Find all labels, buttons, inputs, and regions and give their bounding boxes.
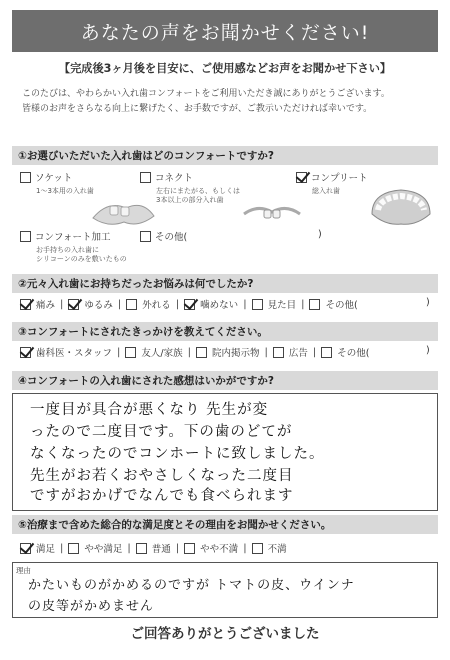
other-close-paren: ) — [426, 345, 430, 356]
option-label: 見た目 — [267, 300, 297, 311]
option-label: やや満足 — [84, 544, 123, 555]
option-label: 噛めない — [200, 300, 239, 311]
handwritten-answer-line: ったので二度目です。下の歯のどてが — [30, 424, 293, 440]
other-close-paren: ) — [426, 297, 430, 308]
option-separator: | — [312, 346, 317, 358]
option-separator: | — [175, 298, 180, 310]
option-label: 歯科医・スタッフ — [36, 348, 113, 359]
option-label: コンプリート — [311, 173, 368, 184]
option-separator: | — [243, 298, 247, 310]
checkbox[interactable] — [321, 347, 332, 358]
checkbox[interactable] — [184, 543, 195, 554]
checkbox-checked[interactable] — [68, 299, 79, 310]
checkbox[interactable] — [68, 543, 79, 554]
other-close-paren: ) — [318, 229, 322, 240]
option-label: コネクト — [155, 173, 194, 184]
survey-subtitle: 【完成後3ヶ月後を目安に、ご使用感などお声をお聞かせ下さい】 — [58, 62, 392, 75]
checkbox-checked[interactable] — [296, 172, 307, 183]
q1-option-socket[interactable] — [20, 170, 94, 196]
option-label: ソケット — [35, 173, 73, 184]
option-label: やや不満 — [200, 544, 239, 555]
question-3-heading — [12, 322, 438, 341]
handwritten-answer-line: 先生がお若くおやさしくなった二度目 — [30, 468, 294, 484]
reason-label: 理由 — [16, 566, 31, 575]
checkbox-checked[interactable] — [184, 299, 195, 310]
survey-title: あなたの声をお聞かせください! — [80, 21, 370, 44]
survey-title-bar — [12, 10, 438, 52]
option-description: お手持ちの入れ歯に — [36, 246, 99, 254]
option-label: 満足 — [36, 544, 56, 555]
q1-option-complete[interactable] — [296, 170, 368, 196]
option-label: 痛み — [36, 300, 56, 311]
socket-denture-photo — [88, 196, 158, 230]
option-label: 外れる — [142, 300, 171, 311]
q1-option-other[interactable] — [140, 229, 187, 243]
intro-line-2: 皆様のお声をさらなる向上に繋げたく、お手数ですが、ご教示いただければ幸いです。 — [22, 104, 373, 114]
option-label: 院内掲示物 — [211, 348, 260, 359]
q2-options — [20, 297, 358, 311]
thank-you-footer: ご回答ありがとうございました — [130, 626, 320, 642]
option-separator: | — [60, 542, 64, 554]
option-label: 不満 — [267, 544, 287, 555]
option-description: シリコーンのみを敷いたもの — [36, 255, 127, 263]
checkbox[interactable] — [252, 299, 263, 310]
question-1-heading — [12, 146, 438, 165]
question-4-title: ④コンフォートの入れ歯にされた感想はいかがですか? — [18, 375, 274, 387]
intro-line-1: このたびは、やわらかい入れ歯コンフォートをご利用いただき誠にありがとうございます。 — [22, 89, 390, 99]
question-3-title: ③コンフォートにされたきっかけを教えてください。 — [18, 326, 268, 338]
option-separator: | — [264, 346, 268, 358]
option-label: その他( — [155, 232, 188, 243]
checkbox[interactable] — [196, 347, 207, 358]
handwritten-answer-line: なくなったのでコンホートに致しました。 — [30, 446, 325, 462]
checkbox[interactable] — [136, 543, 147, 554]
checkbox[interactable] — [140, 231, 151, 242]
option-separator: | — [187, 346, 191, 358]
option-separator: | — [127, 542, 131, 554]
option-label: 広告 — [288, 348, 308, 359]
option-label: その他( — [325, 300, 358, 311]
option-separator: | — [117, 298, 122, 310]
question-4-heading — [12, 371, 438, 390]
q3-options — [20, 345, 369, 359]
option-description: 総入れ歯 — [312, 187, 340, 195]
option-label: 普通 — [151, 544, 171, 555]
option-description: 3本以上の部分入れ歯 — [156, 196, 224, 204]
checkbox[interactable] — [252, 543, 263, 554]
option-separator: | — [243, 542, 247, 554]
handwritten-answer-line: 一度目が具合が悪くなり 先生が変 — [30, 402, 269, 418]
checkbox[interactable] — [125, 347, 136, 358]
handwritten-reason-line: の皮等がかめません — [28, 599, 155, 614]
option-label: コンフォート加工 — [35, 232, 111, 243]
checkbox-checked[interactable] — [20, 543, 31, 554]
question-1-title: ①お選びいただいた入れ歯はどのコンフォートですか? — [18, 150, 274, 162]
handwritten-answer-line: ですがおかげでなんでも食べられます — [30, 488, 294, 504]
question-2-heading — [12, 274, 438, 293]
option-description: 左右にまたがる、もしくは — [156, 187, 240, 195]
option-label: ゆるみ — [84, 300, 113, 311]
question-5-heading — [12, 515, 438, 534]
option-label: 友人/家族 — [141, 348, 183, 359]
option-description: 1〜3本用の入れ歯 — [36, 187, 94, 195]
option-separator: | — [301, 298, 305, 310]
checkbox[interactable] — [273, 347, 284, 358]
question-5-title: ⑤治療まで含めた総合的な満足度とその理由をお聞かせください。 — [18, 519, 332, 531]
checkbox[interactable] — [140, 172, 151, 183]
complete-denture-photo — [366, 184, 436, 230]
checkbox-checked[interactable] — [20, 299, 31, 310]
connect-denture-photo — [240, 200, 304, 228]
checkbox[interactable] — [20, 172, 31, 183]
handwritten-reason-line: かたいものがかめるのですが トマトの皮、ウインナ — [28, 578, 355, 593]
option-separator: | — [175, 542, 180, 554]
option-separator: | — [60, 298, 64, 310]
question-2-title: ②元々入れ歯にお持ちだったお悩みは何でしたか? — [18, 278, 254, 290]
checkbox[interactable] — [309, 299, 320, 310]
option-label: その他( — [337, 348, 370, 359]
q1-option-comfort-processing[interactable] — [20, 229, 127, 264]
checkbox[interactable] — [20, 231, 31, 242]
q5-options — [20, 541, 287, 555]
checkbox[interactable] — [126, 299, 137, 310]
checkbox-checked[interactable] — [20, 347, 31, 358]
option-separator: | — [117, 346, 121, 358]
